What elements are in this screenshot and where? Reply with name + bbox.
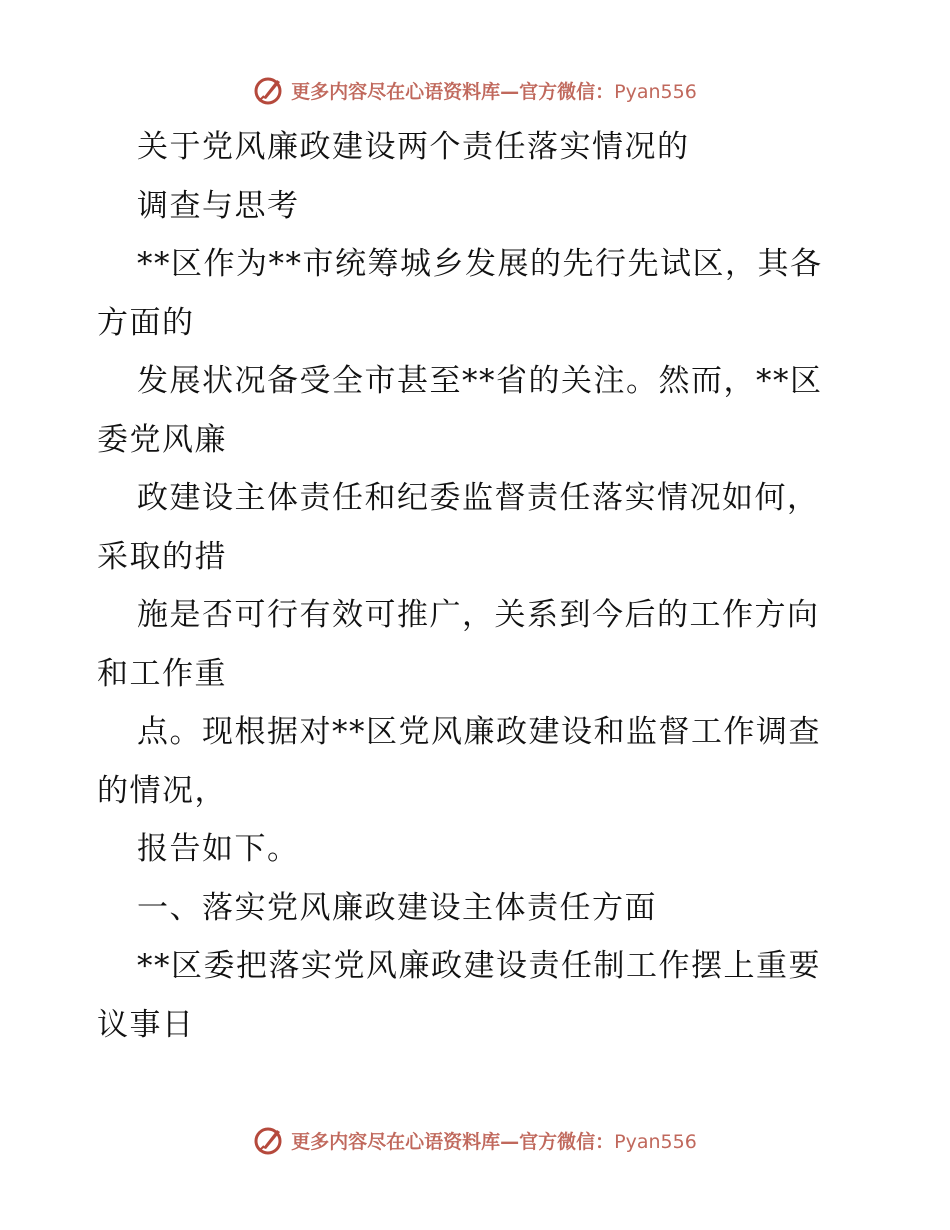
doc-line: 点。现根据对**区党风廉政建设和监督工作调查	[137, 714, 821, 750]
watermark-text	[291, 77, 697, 104]
doc-line: 施是否可行有效可推广，关系到今后的工作方向	[137, 597, 820, 633]
doc-line: 委党风廉	[97, 421, 227, 458]
doc-line: 政建设主体责任和纪委监督责任落实情况如何，	[137, 480, 820, 516]
doc-line: 采取的措	[97, 538, 227, 575]
doc-line: 方面的	[97, 304, 195, 341]
doc-line: 议事日	[97, 1006, 195, 1043]
watermark-text	[291, 1127, 697, 1154]
watermark-id: Pyan556	[614, 80, 697, 103]
doc-line: 和工作重	[97, 655, 227, 692]
document-body	[97, 118, 867, 1054]
doc-line: 报告如下。	[137, 831, 300, 867]
watermark-label: 更多内容尽在心语资料库—官方微信：	[291, 1130, 615, 1153]
header-watermark	[0, 70, 950, 110]
quill-logo-icon	[253, 1124, 285, 1156]
doc-line: 发展状况备受全市甚至**省的关注。然而，**区	[137, 363, 823, 399]
doc-line: 调查与思考	[137, 187, 300, 224]
footer-watermark	[0, 1120, 950, 1160]
watermark-label: 更多内容尽在心语资料库—官方微信：	[291, 80, 615, 103]
watermark-id: Pyan556	[614, 1130, 697, 1153]
doc-line: 一、落实党风廉政建设主体责任方面	[137, 889, 657, 926]
quill-logo-icon	[253, 74, 285, 106]
doc-line: **区作为**市统筹城乡发展的先行先试区，其各	[137, 246, 823, 282]
doc-line: 的情况，	[97, 772, 227, 809]
doc-line: **区委把落实党风廉政建设责任制工作摆上重要	[137, 948, 821, 984]
doc-line: 关于党风廉政建设两个责任落实情况的	[137, 129, 690, 165]
